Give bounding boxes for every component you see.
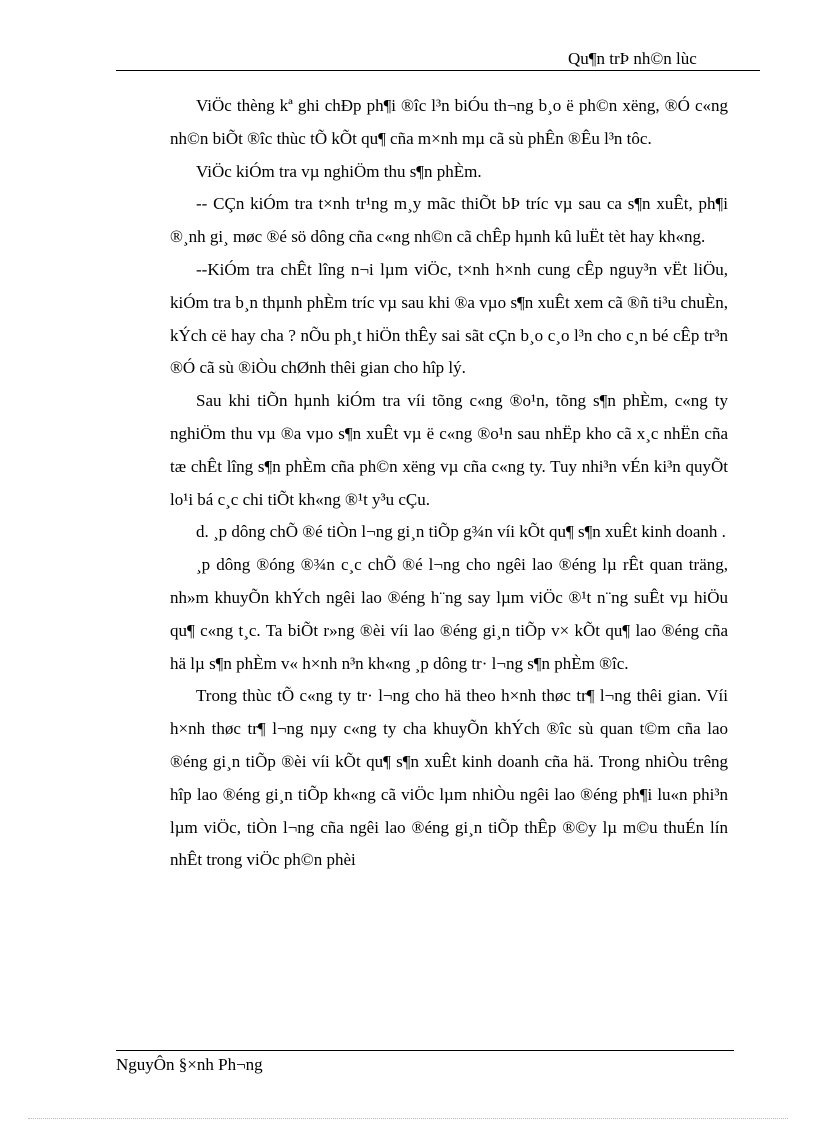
paragraph: Trong thùc tÕ c«ng ty tr· l¬ng cho hä theo h×nh thøc tr¶ l¬ng thêi gian. Víi h×nh thøc tr¶ l¬ng nµy c«ng ty cha khuyÕn khÝch ®îc sù quan t©m cña lao ®éng gi¸n tiÕp ®èi víi kÕt qu¶ s¶n xuÊt kinh doanh cña hä. Trong nhiÒu trêng hîp lao ®éng gi¸n tiÕp kh«ng cã viÖc lµm nhiÒu ngêi lao ®éng ph¶i lu«n phi³n lµm viÖc, tiÒn l¬ng cña ngêi lao ®éng gi¸n tiÕp thÊp ®©y lµ m©u thuÉn lín nhÊt trong viÖc ph©n phèi xyxy=(170,686,728,870)
page-bottom-edge xyxy=(28,1118,788,1119)
paragraph: ¸p dông ®óng ®¾n c¸c chÕ ®é l¬ng cho ngêi lao ®éng lµ rÊt quan träng, nh»m khuyÕn khÝch ngêi lao ®éng h¨ng say lµm viÖc ®¹t n¨ng suÊt vµ hiÖu qu¶ c«ng t¸c. Ta biÕt r»ng ®èi víi lao ®éng gi¸n tiÕp v× kÕt qu¶ lao ®éng cña hä lµ s¶n phÈm v« h×nh n³n kh«ng ¸p dông tr· l¬ng s¶n phÈm ®îc. xyxy=(170,555,728,673)
running-header-title: Qu¶n trÞ nh©n lùc xyxy=(568,49,697,68)
document-body xyxy=(170,90,728,877)
paragraph: ViÖc thèng kª ghi chÐp ph¶i ®îc l³n biÓu th¬ng b¸o ë ph©n xëng, ®Ó c«ng nh©n biÕt ®îc thùc tÕ kÕt qu¶ cña m×nh mµ cã sù phÊn ®Êu l³n tôc. xyxy=(170,96,728,148)
footer-divider xyxy=(116,1050,734,1051)
paragraph: Sau khi tiÕn hµnh kiÓm tra víi tõng c«ng ®o¹n, tõng s¶n phÈm, c«ng ty nghiÖm thu vµ ®a vµo s¶n xuÊt vµ ë c«ng ®o¹n sau nhËp kho cã x¸c nhËn cña tæ chÊt lîng s¶n phÈm cña ph©n xëng vµ cña c«ng ty. Tuy nhi³n vÉn ki³n quyÕt lo¹i bá c¸c chi tiÕt kh«ng ®¹t y³u cÇu. xyxy=(170,391,728,509)
header-divider xyxy=(116,70,760,71)
paragraph: ViÖc kiÓm tra vµ nghiÖm thu s¶n phÈm. xyxy=(196,161,482,181)
paragraph: d. ¸p dông chÕ ®é tiÒn l¬ng gi¸n tiÕp g¾n víi kÕt qu¶ s¶n xuÊt kinh doanh . xyxy=(196,522,726,542)
paragraph: --KiÓm tra chÊt lîng n¬i lµm viÖc, t×nh h×nh cung cÊp nguy³n vËt liÖu, kiÓm tra b¸n thµnh phÈm tríc vµ sau khi ®a vµo s¶n xuÊt xem cã ®ñ ti³u chuÈn, kÝch cë hay cha ? nÕu ph¸t hiÖn thÊy sai sãt cÇn b¸o c¸o l³n cho c¸n bé cÊp tr³n ®Ó cã sù ®iÒu chØnh thêi gian cho hîp lý. xyxy=(170,259,728,378)
footer-author: NguyÔn §×nh Ph¬ng xyxy=(116,1055,263,1074)
paragraph: -- CÇn kiÓm tra t×nh tr¹ng m¸y mãc thiÕt bÞ tríc vµ sau ca s¶n xuÊt, ph¶i ®¸nh gi¸ møc ®é sö dông cña c«ng nh©n cã chÊp hµnh kû luËt tèt hay kh«ng. xyxy=(170,194,728,247)
